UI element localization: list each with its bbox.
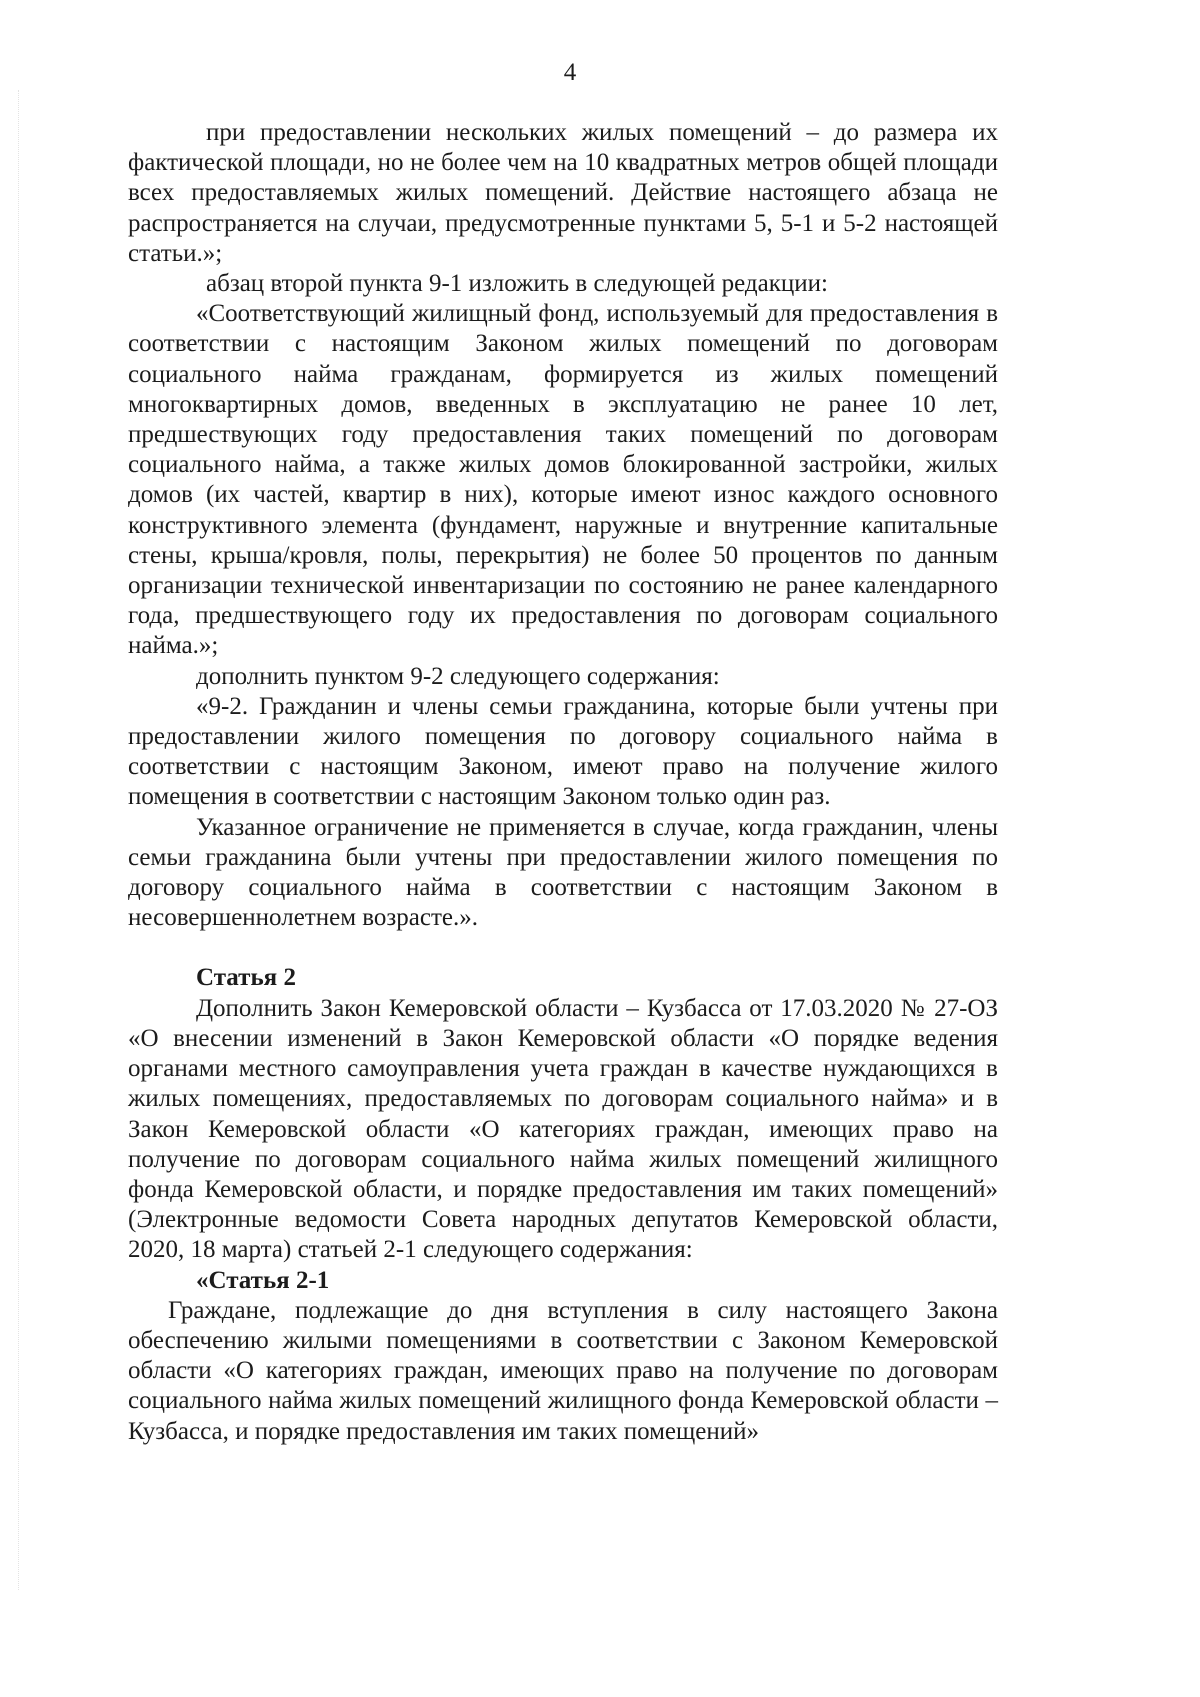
paragraph-amendment-9-1-text: «Соответствующий жилищный фонд, используемый для предоставления в соответствии с настоящим Законом жилых помещений по договорам социального найма гражданам, формируется из жилых помещений многоквартирных домов, введенных в эксплуатацию не ранее 10 лет, предшествующих году предоставления таких помещений по договорам социального найма, а также жилых домов блокированной застройки, жилых домов (их частей, квартир в них), которые имеют износ каждого основного конструктивного элемента (фундамент, наружные и внутренние капитальные стены, крыша/кровля, полы, перекрытия) не более 50 процентов по данным организации технической инвентаризации по состоянию не ранее календарного года, предшествующего году их предоставления по договорам социального найма.»; [128, 300, 998, 660]
article-2-heading: Статья 2 [196, 964, 296, 992]
scan-edge-mark [18, 90, 20, 1590]
paragraph-restriction: Указанное ограничение не применяется в случае, когда гражданин, члены семьи гражданина были учтены при предоставлении жилого помещения по договору социального найма в соответствии с настоящим Законом в несовершеннолетнем возрасте.». [128, 813, 998, 932]
paragraph-continuation: при предоставлении нескольких жилых помещений – до размера их фактической площади, но не более чем на 10 квадратных метров общей площади всех предоставляемых жилых помещений. Действие настоящего абзаца не распространяется на случаи, предусмотренные пунктами 5, 5-1 и 5-2 настоящей статьи.»; [128, 119, 998, 267]
paragraph-amendment-9-2-text: «9-2. Гражданин и члены семьи гражданина, которые были учтены при предоставлении жилого помещения по договору социального найма в соответствии с настоящим Законом, имеют право на получение жилого помещения в соответствии с настоящим Законом только один раз. [128, 692, 998, 811]
paragraph-amendment-9-1-intro: абзац второй пункта 9-1 изложить в следующей редакции: [206, 270, 828, 298]
document-body [128, 118, 998, 1447]
paragraph-amendment-9-2-intro: дополнить пунктом 9-2 следующего содержания: [196, 662, 720, 690]
paragraph-article-2-1-text: Граждане, подлежащие до дня вступления в силу настоящего Закона обеспечению жилыми помещениями в соответствии с Законом Кемеровской области «О категориях граждан, имеющих право на получение по договорам социального найма жилых помещений жилищного фонда Кемеровской области – Кузбасса, и порядке предоставления им таких помещений» [128, 1296, 998, 1445]
article-2-1-heading: «Статья 2-1 [196, 1266, 330, 1294]
page-number: 4 [563, 59, 577, 86]
paragraph-article-2-text: Дополнить Закон Кемеровской области – Кузбасса от 17.03.2020 № 27-ОЗ «О внесении изменений в Закон Кемеровской области «О порядке ведения органами местного самоуправления учета граждан в качестве нуждающихся в жилых помещениях, предоставляемых по договорам социального найма» и в Закон Кемеровской области «О категориях граждан, имеющих право на получение по договорам социального найма жилых помещений жилищного фонда Кемеровской области, и порядке предоставления им таких помещений» (Электронные ведомости Совета народных депутатов Кемеровской области, 2020, 18 марта) статьей 2-1 следующего содержания: [128, 994, 998, 1264]
